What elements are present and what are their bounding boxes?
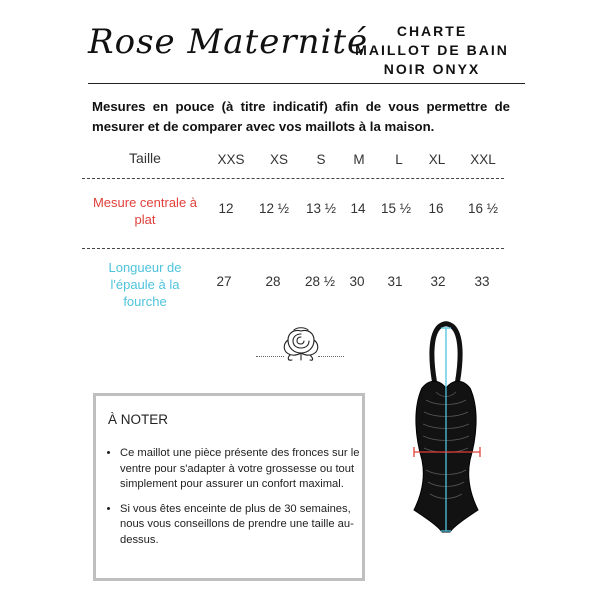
table-divider bbox=[82, 248, 504, 249]
table-cell: 28 ½ bbox=[304, 274, 336, 289]
header-divider bbox=[88, 83, 525, 84]
intro-text: Mesures en pouce (à titre indicatif) afin de vous permettre de mesurer et de comparer avec vos maillots à la maison. bbox=[92, 99, 510, 134]
size-header: XXS bbox=[217, 152, 245, 167]
note-list bbox=[106, 446, 370, 557]
table-cell: 12 ½ bbox=[258, 201, 290, 216]
table-divider bbox=[82, 178, 504, 179]
size-header: XXL bbox=[470, 152, 496, 167]
size-header: XS bbox=[269, 152, 288, 167]
note-item: • Si vous êtes enceinte de plus de 30 semaines, nous vous conseillons de prendre une taille au-dessus. bbox=[120, 502, 370, 549]
table-cell: 33 bbox=[474, 274, 490, 289]
note-item: • Ce maillot une pièce présente des fronces sur le ventre pour s'adapter à votre grossesse ou tout simplement pour assurer un confort maximal. bbox=[120, 446, 370, 493]
chart-title-line-1: CHARTE bbox=[396, 23, 468, 39]
size-header-label: Taille bbox=[129, 150, 161, 166]
row-label-width: Mesure centrale à plat bbox=[92, 195, 198, 227]
chart-title-line-2: MAILLOT DE BAIN bbox=[355, 42, 509, 58]
table-cell: 27 bbox=[216, 274, 232, 289]
rose-icon bbox=[280, 325, 322, 363]
size-header: M bbox=[353, 152, 365, 167]
brand-title: Rose Maternité bbox=[88, 22, 369, 62]
size-header: XL bbox=[428, 152, 446, 167]
table-cell: 31 bbox=[387, 274, 403, 289]
table-cell: 14 bbox=[350, 201, 366, 216]
chart-title-line-3: NOIR ONYX bbox=[383, 61, 481, 77]
table-cell: 28 bbox=[265, 274, 281, 289]
table-cell: 15 ½ bbox=[380, 201, 412, 216]
table-cell: 12 bbox=[218, 201, 234, 216]
swimsuit-illustration bbox=[396, 320, 496, 538]
table-cell: 13 ½ bbox=[305, 201, 337, 216]
table-cell: 16 ½ bbox=[467, 201, 499, 216]
chart-title bbox=[352, 22, 512, 79]
table-cell: 16 bbox=[428, 201, 444, 216]
size-header: L bbox=[395, 152, 403, 167]
table-cell: 32 bbox=[430, 274, 446, 289]
size-header: S bbox=[316, 152, 326, 167]
table-cell: 30 bbox=[349, 274, 365, 289]
row-label-length: Longueur de l'épaule à la fourche bbox=[108, 260, 182, 309]
note-box bbox=[93, 393, 365, 581]
note-title: À NOTER bbox=[108, 412, 169, 427]
